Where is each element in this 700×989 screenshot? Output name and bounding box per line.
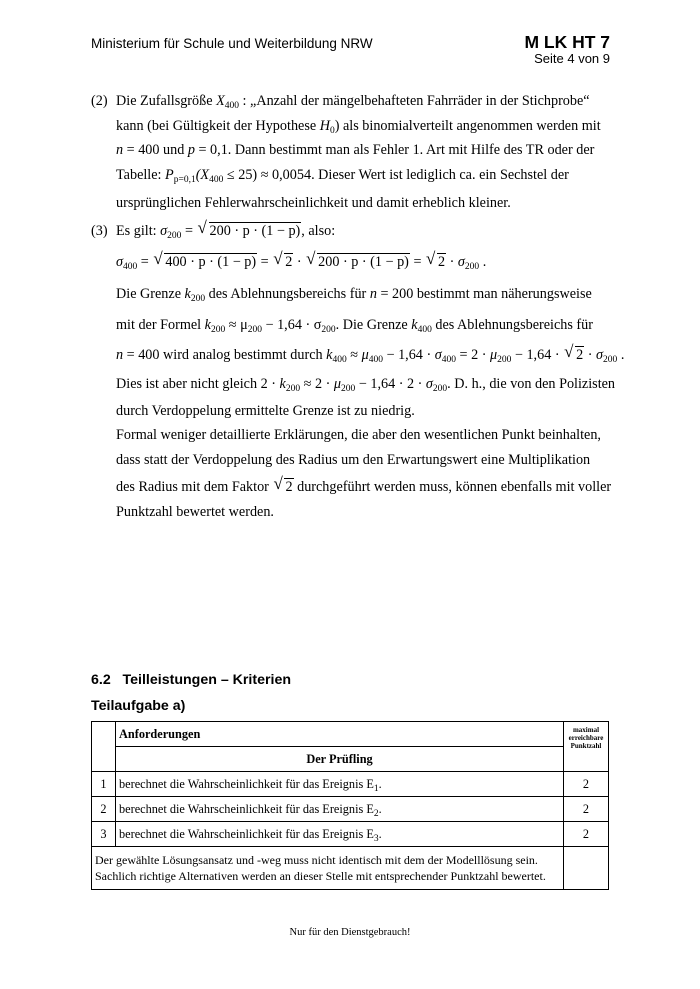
table-subheader-row bbox=[92, 747, 609, 772]
footer-note: Nur für den Dienstgebrauch! bbox=[289, 927, 411, 938]
header-page-number: Seite 4 von 9 bbox=[534, 51, 610, 66]
item2-number: (2) bbox=[91, 93, 108, 109]
item2-line1: Die Zufallsgröße $X_{400}$ : „Anzahl der mängelbehafteten Fahrräder in der Stichprobe“ bbox=[116, 93, 590, 111]
item3-line8: Formal weniger detaillierte Erklärungen, die aber den wesentlichen Punkt beinhalten, bbox=[116, 427, 601, 443]
item3-line9: dass statt der Verdoppelung des Radius um den Erwartungswert eine Multiplikation bbox=[116, 452, 591, 468]
item3-line4: mit der Formel $k_{200} \approx \mu_{200} - 1,64 \cdot \sigma_{200}$. Die Grenze $k_{400}$ des Ablehnungsbereichs für bbox=[116, 317, 593, 335]
table-header-row bbox=[92, 722, 609, 747]
section-heading: 6.2 Teilleistungen – Kriterien bbox=[91, 672, 291, 688]
note-points-blank bbox=[564, 847, 609, 890]
header-code: M LK HT 7 bbox=[524, 32, 610, 52]
item2-line5: ursprünglichen Fehlerwahrscheinlichkeit und damit erheblich kleiner. bbox=[116, 195, 511, 211]
header-anforderungen: Anforderungen bbox=[116, 722, 564, 747]
subtask-heading: Teilaufgabe a) bbox=[91, 698, 186, 714]
item3-line2: $\sigma_{400}$ = √ 400 · p · (1 − p) = √ 2 · √ 200 · p · (1 − p) = √ $2 \cdot \sigma_{200}$ . bbox=[116, 253, 486, 271]
item2-line4: Tabelle: $P_{p=0,1}(X_{400} \le 25) \approx 0,0054$. Dieser Wert ist lediglich ca. ein Sechstel der bbox=[116, 167, 569, 185]
criteria-table bbox=[91, 721, 609, 890]
row-points: 2 bbox=[564, 797, 609, 822]
item3-line11: Punktzahl bewertet werden. bbox=[116, 504, 274, 520]
item2-line3: n = 400 und p = 0,1. Dann bestimmt man als Fehler 1. Art mit Hilfe des TR oder der bbox=[116, 142, 595, 158]
header-ministry: Ministerium für Schule und Weiterbildung NRW bbox=[91, 36, 373, 51]
row-points: 2 bbox=[564, 772, 609, 797]
item3-line10: des Radius mit dem Faktor √ 2 durchgeführt werden muss, können ebenfalls mit voller bbox=[116, 478, 611, 496]
row-points: 2 bbox=[564, 822, 609, 847]
item3-line6: Dies ist aber nicht gleich $2 \cdot k_{200} \approx 2 \cdot \mu_{200} - 1,64 \cdot 2 \cdot \sigma_{200}$. D. h., die von den Polizisten bbox=[116, 376, 616, 394]
item3-line1: Es gilt: $\sigma_{200}$ = √ 200 · p · (1 − p), also: bbox=[116, 222, 335, 240]
table-row bbox=[92, 822, 609, 847]
row-text: berechnet die Wahrscheinlichkeit für das Ereignis $E_1$. bbox=[116, 772, 564, 797]
table-row bbox=[92, 772, 609, 797]
item2-line2: kann (bei Gültigkeit der Hypothese $H_0$) als binomialverteilt angenommen werden mit bbox=[116, 118, 601, 136]
header-pruefling: Der Prüfling bbox=[116, 747, 564, 772]
header-blank-cell bbox=[92, 722, 116, 772]
row-text: berechnet die Wahrscheinlichkeit für das Ereignis $E_3$. bbox=[116, 822, 564, 847]
table-note: Der gewählte Lösungsansatz und -weg muss nicht identisch mit dem der Modelllösung sein. Sachlich richtige Alternativen werden an dieser Stelle mit entsprechender Punktzahl bewertet. bbox=[92, 847, 564, 890]
row-number: 1 bbox=[92, 772, 116, 797]
item3-number: (3) bbox=[91, 223, 108, 239]
table-row bbox=[92, 797, 609, 822]
table-note-row bbox=[92, 847, 609, 890]
item3-line5: n = 400 wird analog bestimmt durch $k_{400} \approx \mu_{400} - 1,64 \cdot \sigma_{400} = 2 \cdot \mu_{200} - 1,64$ · √ $2 \cdot \sigma_{200}$ . bbox=[116, 346, 624, 364]
item3-line7: durch Verdoppelung ermittelte Grenze ist zu niedrig. bbox=[116, 403, 415, 419]
header-max-points: maximal erreichbare Punktzahl bbox=[564, 722, 609, 772]
item3-line3: Die Grenze $k_{200}$ des Ablehnungsbereichs für n = 200 bestimmt man näherungsweise bbox=[116, 286, 592, 304]
row-text: berechnet die Wahrscheinlichkeit für das Ereignis $E_2$. bbox=[116, 797, 564, 822]
row-number: 3 bbox=[92, 822, 116, 847]
row-number: 2 bbox=[92, 797, 116, 822]
